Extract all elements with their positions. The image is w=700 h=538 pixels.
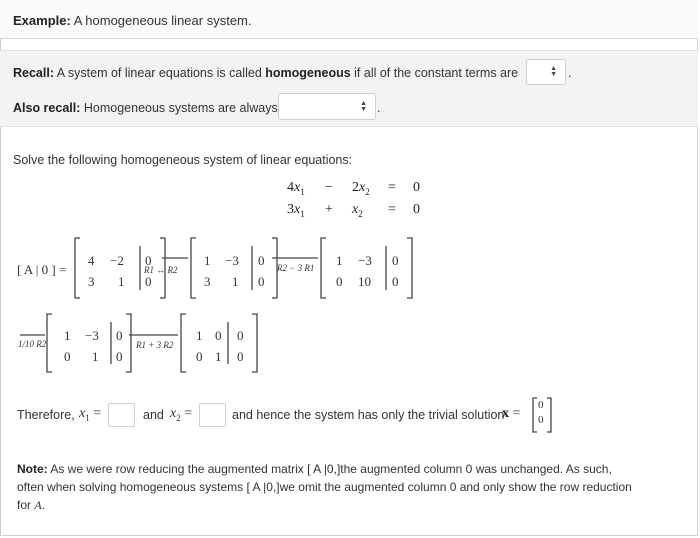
m3-right-bracket <box>407 238 412 298</box>
m1-r2c2: 1 <box>118 274 125 289</box>
vec-bottom: 0 <box>538 414 544 426</box>
op2-label: R2 − 3 R1 <box>277 263 315 273</box>
also-recall-label: Also recall: <box>13 101 81 115</box>
note-text-1: As we were row reducing the augmented matrix [ A |0,]the augmented column 0 was unchanged. As such, <box>50 462 612 476</box>
bold-x-equals: x = <box>502 406 521 421</box>
also-recall-period: . <box>377 101 381 115</box>
eq2-rhs: 0 <box>413 202 420 217</box>
m5-right-bracket <box>252 314 257 372</box>
also-recall-text: Homogeneous systems are always <box>83 101 278 115</box>
m4-r1c1: 1 <box>64 328 71 343</box>
vec-top: 0 <box>538 399 544 411</box>
m5-r1c1: 1 <box>196 328 203 343</box>
m2-r2c2: 1 <box>232 274 239 289</box>
m4-r2c2: 1 <box>92 349 99 364</box>
m3-left-bracket <box>321 238 326 298</box>
m3-r1c2: −3 <box>358 253 372 268</box>
m1-r2c3: 0 <box>145 274 152 289</box>
example-title-text: A homogeneous linear system. <box>73 13 252 28</box>
instruction: Solve the following homogeneous system of linear equations: <box>13 153 353 167</box>
trivial-text: and hence the system has only the trivial solution <box>232 408 505 422</box>
eq2-op: + <box>325 202 333 217</box>
m4-r2c1: 0 <box>64 349 71 364</box>
m1-r1c2: −2 <box>110 253 124 268</box>
recall-period: . <box>568 66 572 80</box>
m2-r2c1: 3 <box>204 274 211 289</box>
m5-r2c2: 1 <box>215 349 222 364</box>
recall-label: Recall: <box>13 66 54 80</box>
m5-r2c3: 0 <box>237 349 244 364</box>
recall-text-after: if all of the constant terms are <box>354 66 519 80</box>
dropdown-arrows-icon: ▲ ▼ <box>360 99 367 113</box>
m2-r1c3: 0 <box>258 253 265 268</box>
m4-left-bracket <box>47 314 52 372</box>
m1-r1c3: 0 <box>145 253 152 268</box>
note-label: Note: <box>17 462 48 476</box>
m4-r2c3: 0 <box>116 349 123 364</box>
m5-left-bracket <box>181 314 186 372</box>
recall-text-before: A system of linear equations is called <box>56 66 262 80</box>
dropdown-arrows-icon: ▲ ▼ <box>550 65 557 78</box>
m5-r1c2: 0 <box>215 328 222 343</box>
eq1-equals: = <box>388 180 396 195</box>
op1-label: R1 ↔ R2 <box>144 265 178 275</box>
m4-r1c2: −3 <box>85 328 99 343</box>
note-line-2: often when solving homogeneous systems [ A |0,]we omit the augmented column 0 and only show the row reduction <box>17 480 632 494</box>
x2-label: $x_2$ = <box>170 406 193 423</box>
vec-right-bracket <box>547 398 551 432</box>
m1-r2c1: 3 <box>88 274 95 289</box>
m4-r1c3: 0 <box>116 328 123 343</box>
eq1-op: − <box>325 180 333 195</box>
op3-label: 1/10 R2 <box>18 339 47 349</box>
x1-label: $x_1$ = <box>79 406 102 423</box>
m5-r2c1: 0 <box>196 349 203 364</box>
therefore-lead: Therefore, <box>17 408 75 422</box>
m4-right-bracket <box>126 314 131 372</box>
m2-r1c1: 1 <box>204 253 211 268</box>
note-line-1 <box>17 462 612 476</box>
vec-left-bracket <box>533 398 537 432</box>
m3-r2c1: 0 <box>336 274 343 289</box>
m3-r1c3: 0 <box>392 253 399 268</box>
and-text: and <box>143 408 164 422</box>
augmented-lhs: [ A | 0 ] = <box>17 262 67 277</box>
eq2-term2: $x_2$ <box>352 202 363 219</box>
eq2-term1: $3x_1$ <box>287 202 305 219</box>
recall-bold-word: homogeneous <box>265 66 351 80</box>
m3-r2c2: 10 <box>358 274 371 289</box>
m3-r1c1: 1 <box>336 253 343 268</box>
m5-r1c3: 0 <box>237 328 244 343</box>
eq1-rhs: 0 <box>413 180 420 195</box>
m2-r2c3: 0 <box>258 274 265 289</box>
eq1-term1: $4x_1$ <box>287 180 305 197</box>
eq2-equals: = <box>388 202 396 217</box>
m1-r1c1: 4 <box>88 253 95 268</box>
note-line-3: for A. <box>17 498 46 512</box>
m3-r2c3: 0 <box>392 274 399 289</box>
eq1-term2: $2x_2$ <box>352 180 370 197</box>
x2-answer-input[interactable] <box>199 403 226 427</box>
m2-left-bracket <box>191 238 196 298</box>
op4-label: R1 + 3 R2 <box>136 340 174 350</box>
m2-r1c2: −3 <box>225 253 239 268</box>
x1-answer-input[interactable] <box>108 403 135 427</box>
m1-left-bracket <box>75 238 80 298</box>
example-label: Example: <box>13 13 71 28</box>
